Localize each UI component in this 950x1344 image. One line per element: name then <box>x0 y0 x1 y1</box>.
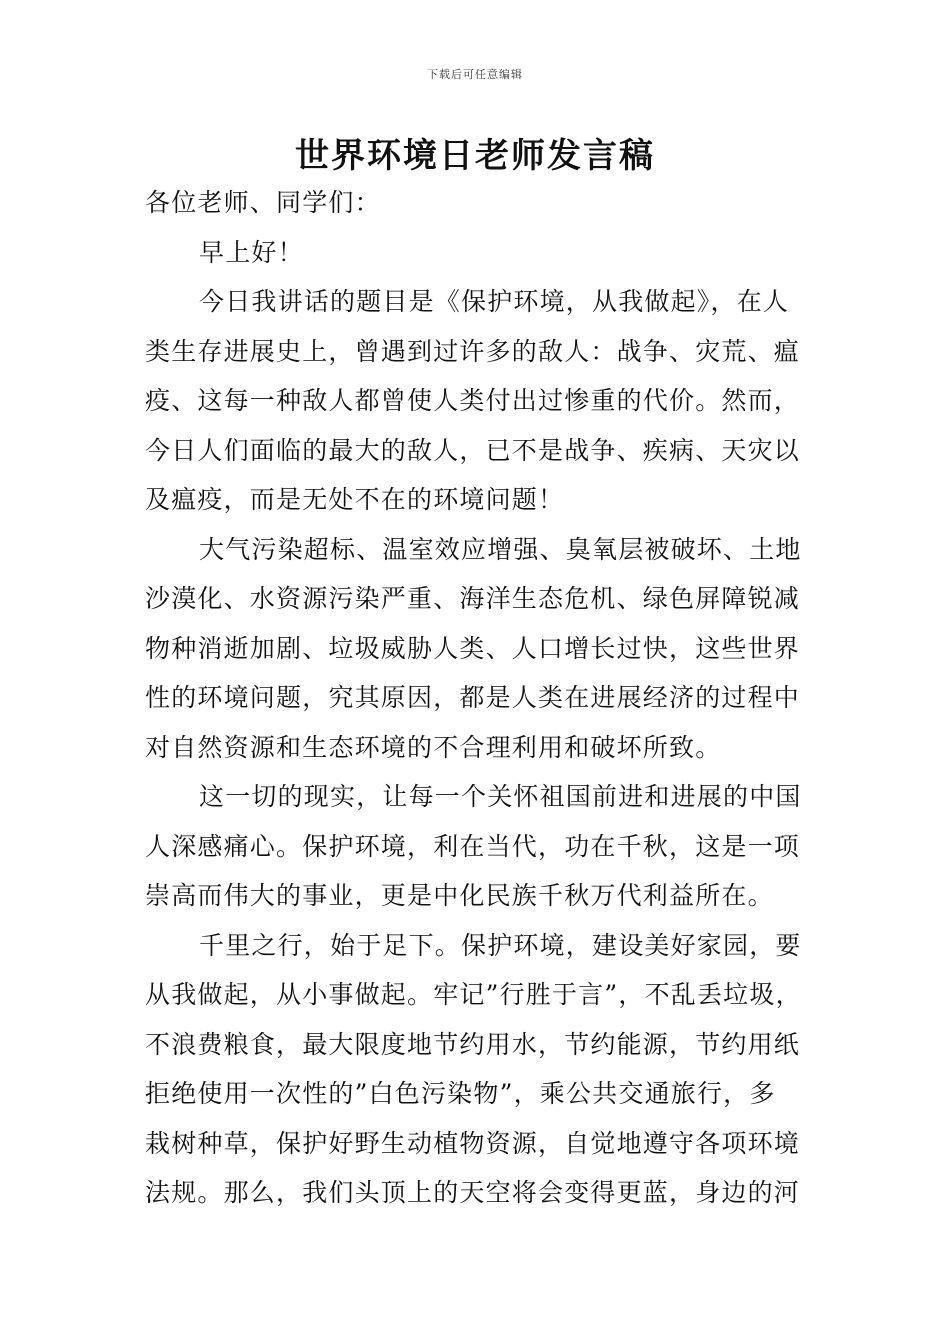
paragraph-line: 对自然资源和生态环境的不合理利用和破坏所致。 <box>145 732 722 762</box>
paragraph-line: 今日我讲话的题目是《保护环境，从我做起》，在人 <box>199 287 790 316</box>
paragraph-line: 不浪费粮食，最大限度地节约用水，节约能源，节约用纸 <box>145 1029 801 1059</box>
paragraph-line: 千里之行，始于足下。保护环境，建设美好家园，要 <box>199 930 802 960</box>
paragraph-line: 人深感痛心。保护环境，利在当代，功在千秋，这是一项 <box>145 831 801 861</box>
document-body <box>145 178 810 1218</box>
paragraph-line: 物种消逝加剧、垃圾威胁人类、人口增长过快，这些世界 <box>145 633 801 663</box>
document-title: 世界环境日老师发言稿 <box>295 136 655 176</box>
paragraph-line: 沙漠化、水资源污染严重、海洋生态危机、绿色屏障锐减 <box>145 584 801 613</box>
paragraph-line: 法规。那么，我们头顶上的天空将会变得更蓝，身边的河 <box>145 1178 801 1207</box>
header-note: 下载后可任意编辑 <box>427 68 523 81</box>
paragraph-line: 从我做起，从小事做起。牢记”行胜于言”，不乱丢垃圾， <box>145 980 802 1009</box>
paragraph-line: 疫、这每一种敌人都曾使人类付出过惨重的代价。然而， <box>145 386 801 415</box>
paragraph-line: 这一切的现实，让每一个关怀祖国前进和进展的中国 <box>199 782 802 811</box>
paragraph-line: 拒绝使用一次性的”白色污染物”，乘公共交通旅行，多 <box>145 1079 776 1108</box>
greeting-line: 早上好！ <box>199 237 304 267</box>
paragraph-line: 性的环境问题，究其原因，都是人类在进展经济的过程中 <box>145 683 801 712</box>
paragraph-line: 大气污染超标、温室效应增强、臭氧层被破坏、土地 <box>199 534 802 564</box>
paragraph-line: 崇高而伟大的事业，更是中化民族千秋万代利益所在。 <box>145 881 774 910</box>
paragraph-line: 今日人们面临的最大的敌人，已不是战争、疾病、天灾以 <box>145 435 801 465</box>
paragraph-line: 类生存进展史上，曾遇到过许多的敌人：战争、灾荒、瘟 <box>145 336 801 366</box>
paragraph-line: 栽树种草，保护好野生动植物资源，自觉地遵守各项环境 <box>145 1128 801 1158</box>
paragraph-line: 及瘟疫，而是无处不在的环境问题！ <box>145 485 565 514</box>
salutation-line: 各位老师、同学们： <box>145 188 381 217</box>
